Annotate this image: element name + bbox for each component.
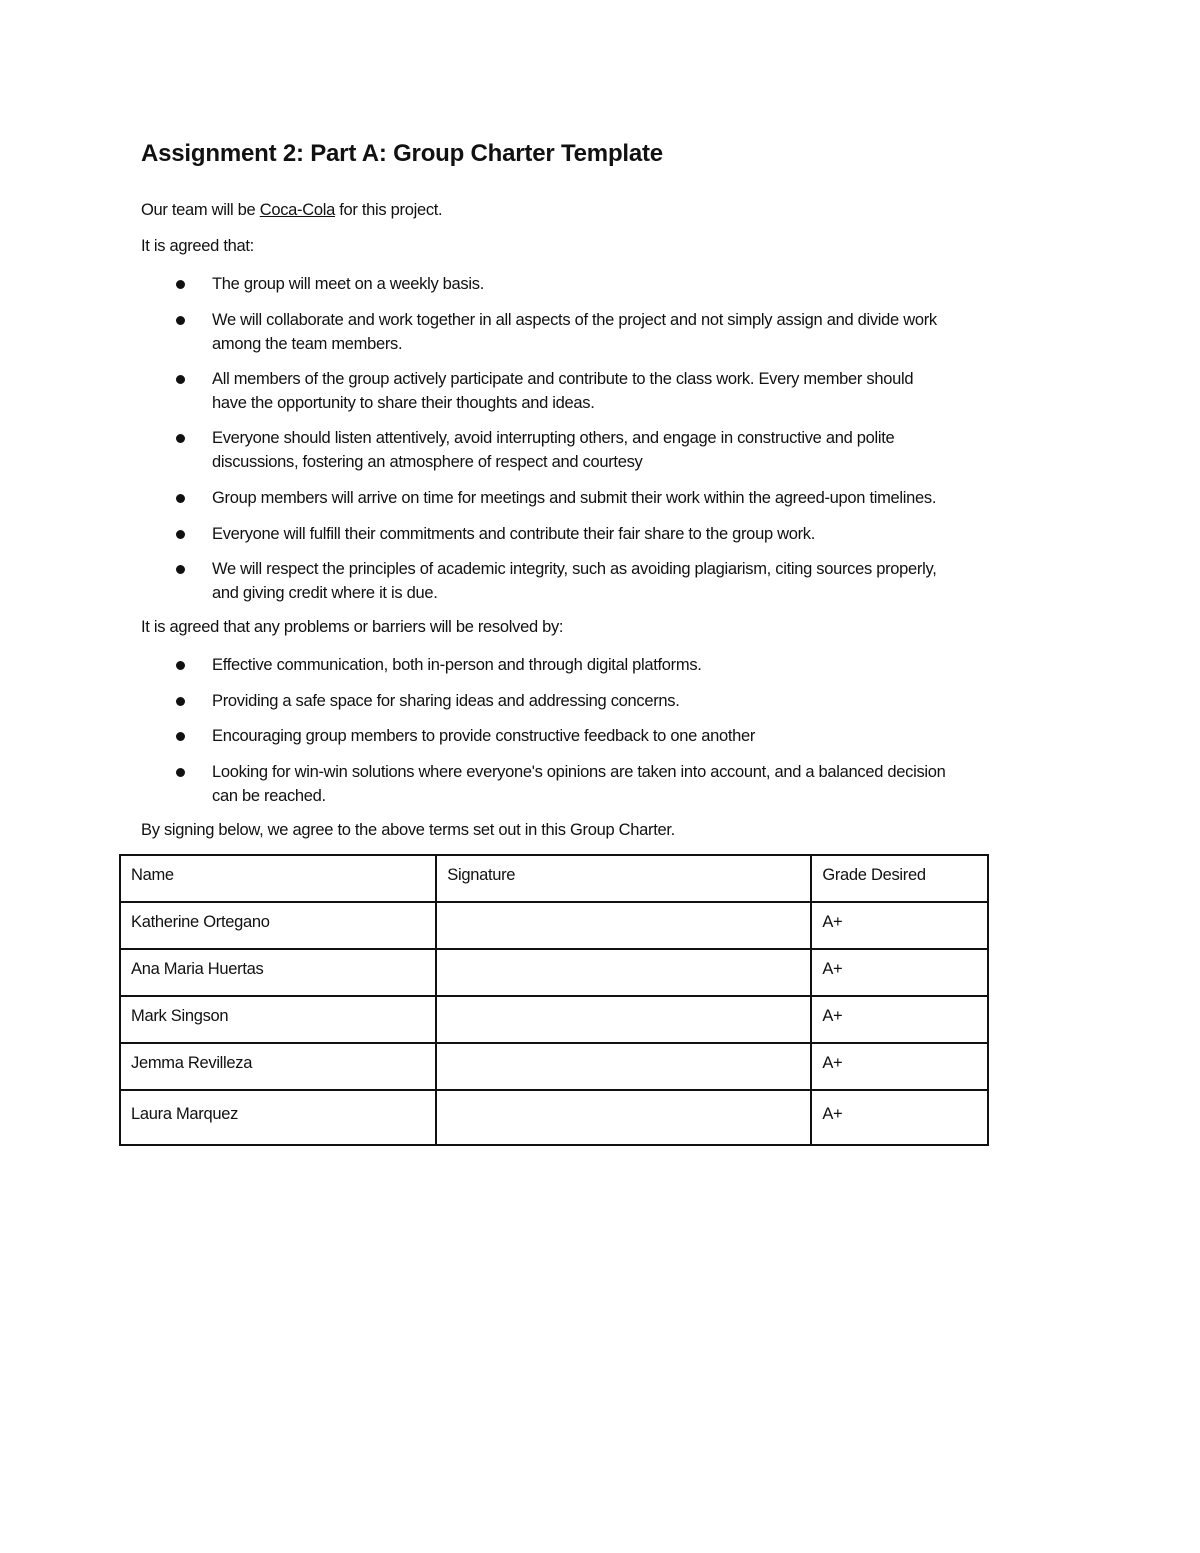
list-item-text: Everyone should listen attentively, avoid interrupting others, and engage in constructive and polite: [212, 429, 895, 447]
document-title: Assignment 2: Part A: Group Charter Template: [141, 140, 663, 167]
table-row: [120, 902, 988, 949]
list-item-text: can be reached.: [212, 787, 326, 805]
bullet-icon: [176, 316, 185, 325]
table-cell-signature: [436, 949, 811, 996]
list-item-text: among the team members.: [212, 335, 403, 353]
signing-statement: By signing below, we agree to the above terms set out in this Group Charter.: [141, 821, 675, 839]
list-item-text: Effective communication, both in-person and through digital platforms.: [212, 656, 702, 674]
table-cell-signature: [436, 902, 811, 949]
table-cell-name: Ana Maria Huertas: [120, 949, 436, 996]
table-header-signature: Signature: [436, 855, 811, 902]
list-item-text: and giving credit where it is due.: [212, 584, 438, 602]
bullet-icon: [176, 434, 185, 443]
table-cell-name: Jemma Revilleza: [120, 1043, 436, 1090]
bullet-icon: [176, 375, 185, 384]
bullet-icon: [176, 697, 185, 706]
table-header-name: Name: [120, 855, 436, 902]
table-cell-name: Katherine Ortegano: [120, 902, 436, 949]
bullet-icon: [176, 530, 185, 539]
list-item-text: Encouraging group members to provide constructive feedback to one another: [212, 727, 756, 745]
bullet-icon: [176, 768, 185, 777]
table-row: [120, 1043, 988, 1090]
table-cell-grade: A+: [811, 996, 988, 1043]
table-cell-name: Laura Marquez: [120, 1090, 436, 1145]
list-item-text: discussions, fostering an atmosphere of respect and courtesy: [212, 453, 643, 471]
list-item-text: The group will meet on a weekly basis.: [212, 275, 484, 293]
signature-table: [119, 854, 989, 1146]
table-cell-signature: [436, 1043, 811, 1090]
team-line-suffix: for this project.: [334, 201, 443, 219]
table-cell-signature: [436, 996, 811, 1043]
list-item-text: Everyone will fulfill their commitments and contribute their fair share to the group work.: [212, 525, 816, 543]
resolution-intro: It is agreed that any problems or barriers will be resolved by:: [141, 618, 564, 636]
list-item-text: All members of the group actively participate and contribute to the class work. Every member should: [212, 370, 914, 388]
list-item-text: Looking for win-win solutions where everyone's opinions are taken into account, and a balanced decision: [212, 763, 946, 781]
bullet-icon: [176, 494, 185, 503]
list-item-text: We will collaborate and work together in all aspects of the project and not simply assign and divide work: [212, 311, 937, 329]
table-row: [120, 949, 988, 996]
bullet-icon: [176, 732, 185, 741]
bullet-icon: [176, 280, 185, 289]
bullet-icon: [176, 661, 185, 670]
table-header-row: [120, 855, 988, 902]
list-item-text: We will respect the principles of academic integrity, such as avoiding plagiarism, citing sources properly,: [212, 560, 937, 578]
team-line: [141, 201, 442, 220]
table-row: [120, 1090, 988, 1145]
table-cell-name: Mark Singson: [120, 996, 436, 1043]
table-cell-signature: [436, 1090, 811, 1145]
list-item-text: Providing a safe space for sharing ideas and addressing concerns.: [212, 692, 680, 710]
bullet-icon: [176, 565, 185, 574]
table-cell-grade: A+: [811, 1090, 988, 1145]
team-name: Coca-Cola: [259, 201, 335, 219]
table-row: [120, 996, 988, 1043]
team-line-prefix: Our team will be: [141, 201, 260, 219]
table-cell-grade: A+: [811, 902, 988, 949]
table-cell-grade: A+: [811, 949, 988, 996]
table-header-grade: Grade Desired: [811, 855, 988, 902]
agreed-intro: It is agreed that:: [141, 237, 254, 255]
list-item-text: have the opportunity to share their thoughts and ideas.: [212, 394, 595, 412]
table-cell-grade: A+: [811, 1043, 988, 1090]
list-item-text: Group members will arrive on time for meetings and submit their work within the agreed-upon timelines.: [212, 489, 937, 507]
